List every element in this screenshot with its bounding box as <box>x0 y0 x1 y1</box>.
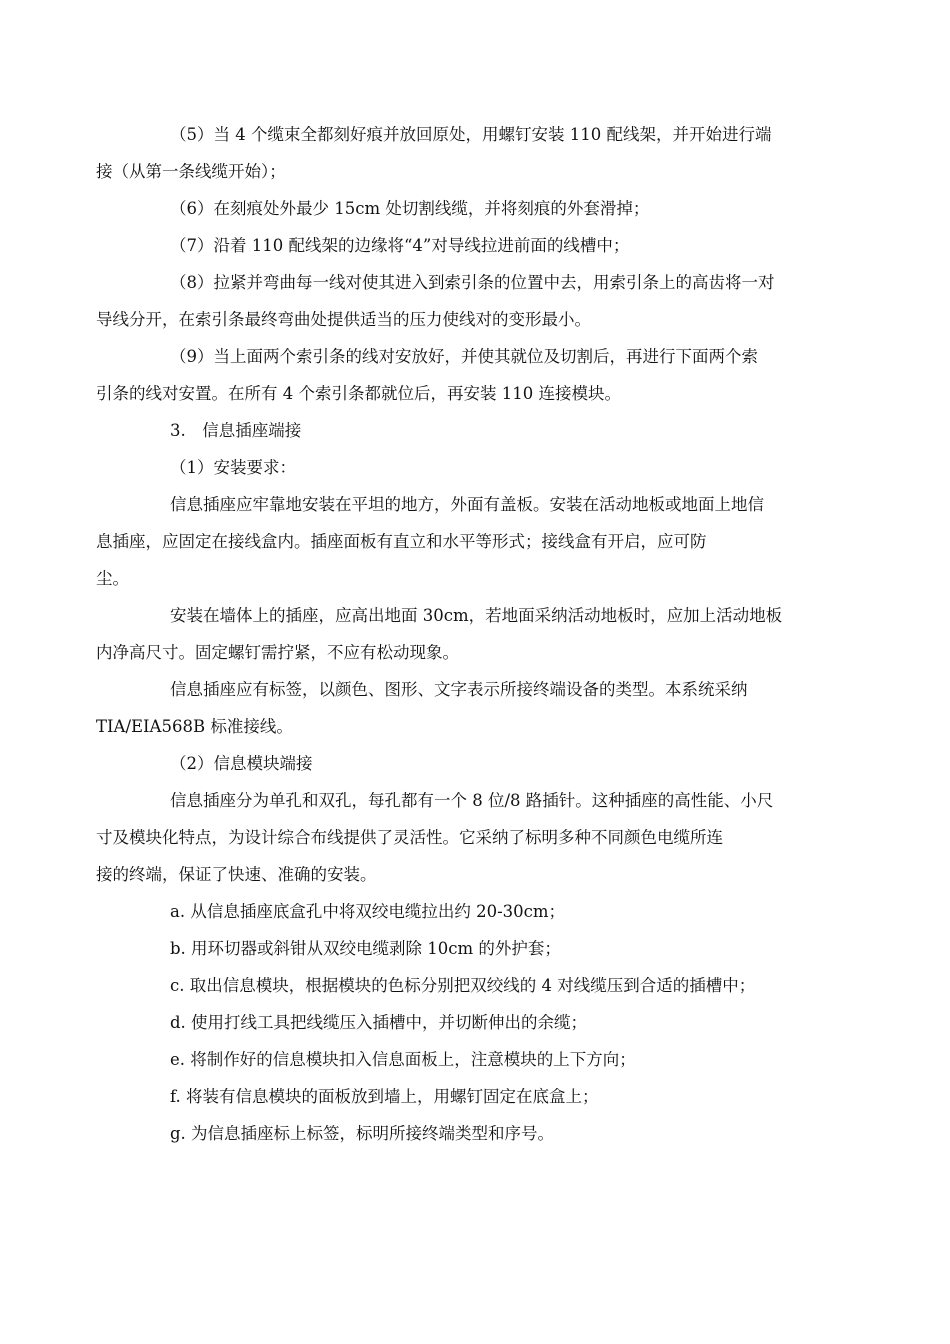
list-item-line: b. 用环切器或斜钳从双绞电缆剥除 10cm 的外护套； <box>170 939 561 958</box>
paragraph-line: 息插座，应固定在接线盒内。插座面板有直立和水平等形式；接线盒有开启，应可防 <box>96 532 707 551</box>
subsection-heading-1 <box>170 449 830 486</box>
paragraph-line: 尘。 <box>96 569 129 588</box>
list-item-line: a. 从信息插座底盒孔中将双绞电缆拉出约 20-30cm； <box>170 902 566 921</box>
heading-line: （2）信息模块端接 <box>170 754 313 773</box>
list-item-line: g. 为信息插座标上标签，标明所接终端类型和序号。 <box>170 1124 555 1143</box>
list-item-f <box>170 1078 830 1115</box>
heading-line: 3. 信息插座端接 <box>170 421 302 440</box>
list-item-g <box>170 1115 830 1152</box>
list-item-e <box>170 1041 830 1078</box>
paragraph-line: 信息插座分为单孔和双孔，每孔都有一个 8 位/8 路插针。这种插座的高性能、小尺 <box>170 791 774 810</box>
heading-line: （1）安装要求： <box>170 458 296 477</box>
step-9-paragraph <box>96 338 830 412</box>
paragraph-line: 接的终端，保证了快速、准确的安装。 <box>96 865 377 884</box>
paragraph-line: 导线分开，在索引条最终弯曲处提供适当的压力使线对的变形最小。 <box>96 310 591 329</box>
step-7-paragraph <box>170 227 830 264</box>
install-requirement-paragraph-3 <box>96 671 830 745</box>
paragraph-line: （7）沿着 110 配线架的边缘将“4”对导线拉进前面的线槽中； <box>170 236 630 255</box>
paragraph-line: 接（从第一条线缆开始）； <box>96 162 286 181</box>
paragraph-line: 寸及模块化特点，为设计综合布线提供了灵活性。它采纳了标明多种不同颜色电缆所连 <box>96 828 723 847</box>
step-5-paragraph <box>96 116 830 190</box>
paragraph-line: 信息插座应牢靠地安装在平坦的地方，外面有盖板。安装在活动地板或地面上地信 <box>170 495 764 514</box>
install-requirement-paragraph-2 <box>96 597 830 671</box>
list-item-d <box>170 1004 830 1041</box>
list-item-line: e. 将制作好的信息模块扣入信息面板上，注意模块的上下方向； <box>170 1050 636 1069</box>
step-8-paragraph <box>96 264 830 338</box>
document-body <box>96 116 830 1152</box>
paragraph-line: TIA/EIA568B 标准接线。 <box>96 717 293 736</box>
list-item-b <box>170 930 830 967</box>
paragraph-line: （8）拉紧并弯曲每一线对使其进入到索引条的位置中去，用索引条上的高齿将一对 <box>170 273 775 292</box>
list-item-line: f. 将装有信息模块的面板放到墙上，用螺钉固定在底盒上； <box>170 1087 599 1106</box>
list-item-a <box>170 893 830 930</box>
paragraph-line: 信息插座应有标签，以颜色、图形、文字表示所接终端设备的类型。本系统采纳 <box>170 680 748 699</box>
install-requirement-paragraph-1 <box>96 486 830 597</box>
section-heading <box>170 412 830 449</box>
subsection-heading-2 <box>170 745 830 782</box>
list-item-line: d. 使用打线工具把线缆压入插槽中，并切断伸出的余缆； <box>170 1013 588 1032</box>
paragraph-line: 内净高尺寸。固定螺钉需拧紧，不应有松动现象。 <box>96 643 459 662</box>
paragraph-line: （6）在刻痕处外最少 15cm 处切割线缆，并将刻痕的外套滑掉； <box>170 199 650 218</box>
paragraph-line: （9）当上面两个索引条的线对安放好，并使其就位及切割后，再进行下面两个索 <box>170 347 758 366</box>
list-item-c <box>170 967 830 1004</box>
step-6-paragraph <box>170 190 830 227</box>
module-termination-paragraph <box>96 782 830 893</box>
paragraph-line: 引条的线对安置。在所有 4 个索引条都就位后，再安装 110 连接模块。 <box>96 384 621 403</box>
list-item-line: c. 取出信息模块，根据模块的色标分别把双绞线的 4 对线缆压到合适的插槽中； <box>170 976 756 995</box>
paragraph-line: 安装在墙体上的插座，应高出地面 30cm，若地面采纳活动地板时，应加上活动地板 <box>170 606 783 625</box>
paragraph-line: （5）当 4 个缆束全都刻好痕并放回原处，用螺钉安装 110 配线架，并开始进行端 <box>170 125 772 144</box>
